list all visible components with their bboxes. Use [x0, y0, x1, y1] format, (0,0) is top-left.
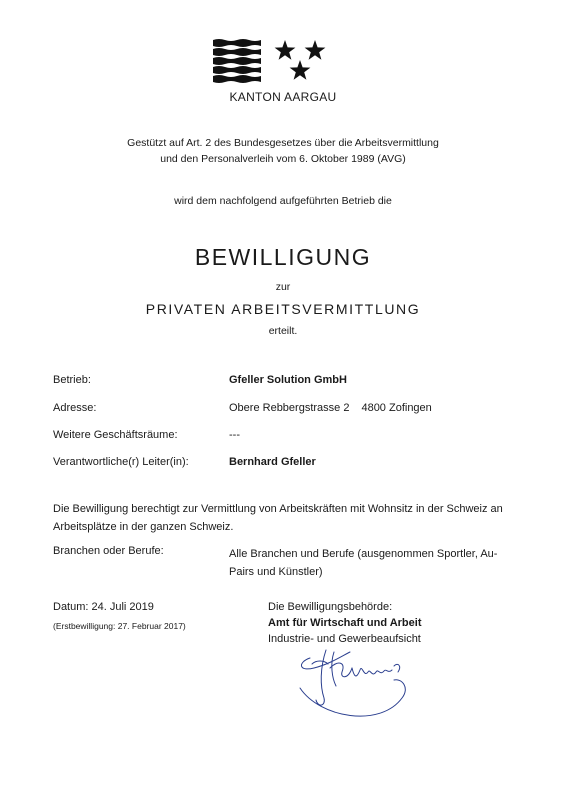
- kanton-aargau-logo-icon: [213, 38, 333, 88]
- canton-name: KANTON AARGAU: [229, 90, 337, 104]
- intro-line-2: und den Personalverleih vom 6. Oktober 1989 (AVG): [160, 153, 406, 165]
- branchen-value: [229, 545, 499, 581]
- weitere-label: Weitere Geschäftsräume:: [53, 429, 178, 441]
- title-zur: zur: [275, 281, 291, 293]
- betrieb-value: Gfeller Solution GmbH: [229, 374, 347, 386]
- scope-line-1: Die Bewilligung berechtigt zur Vermittlung von Arbeitskräften mit Wohnsitz in der Schweiz an: [53, 503, 503, 515]
- adresse-label: Adresse:: [53, 402, 97, 414]
- authority-line-2: Amt für Wirtschaft und Arbeit: [268, 617, 422, 629]
- branchen-line-1: Alle Branchen und Berufe (ausgenommen Sportler, Au-: [229, 548, 498, 560]
- title-erteilt: erteilt.: [268, 325, 298, 337]
- datum: Datum: 24. Juli 2019: [53, 601, 154, 613]
- branchen-line-2: Pairs und Künstler): [229, 566, 323, 578]
- adresse-city: 4800 Zofingen: [361, 402, 432, 414]
- intro-line-1: Gestützt auf Art. 2 des Bundesgesetzes über die Arbeitsvermittlung: [127, 137, 439, 149]
- authority-line-3: Industrie- und Gewerbeaufsicht: [268, 633, 421, 645]
- intro-line-3: wird dem nachfolgend aufgeführten Betrieb die: [174, 195, 392, 207]
- document-subtitle: PRIVATEN ARBEITSVERMITTLUNG: [145, 301, 421, 317]
- erstbewilligung: (Erstbewilligung: 27. Februar 2017): [53, 621, 186, 631]
- scope-line-2: Arbeitsplätze in der ganzen Schweiz.: [53, 521, 234, 533]
- handwritten-signature-icon: [290, 638, 420, 728]
- authority-line-1: Die Bewilligungsbehörde:: [268, 601, 393, 613]
- branchen-label: Branchen oder Berufe:: [53, 545, 164, 557]
- leiter-value: Bernhard Gfeller: [229, 456, 316, 468]
- weitere-value: ---: [229, 429, 240, 441]
- adresse-value: [229, 402, 432, 414]
- document-title: BEWILLIGUNG: [194, 244, 372, 270]
- leiter-label: Verantwortliche(r) Leiter(in):: [53, 456, 189, 468]
- betrieb-label: Betrieb:: [53, 374, 91, 386]
- adresse-street: Obere Rebbergstrasse 2: [229, 402, 350, 414]
